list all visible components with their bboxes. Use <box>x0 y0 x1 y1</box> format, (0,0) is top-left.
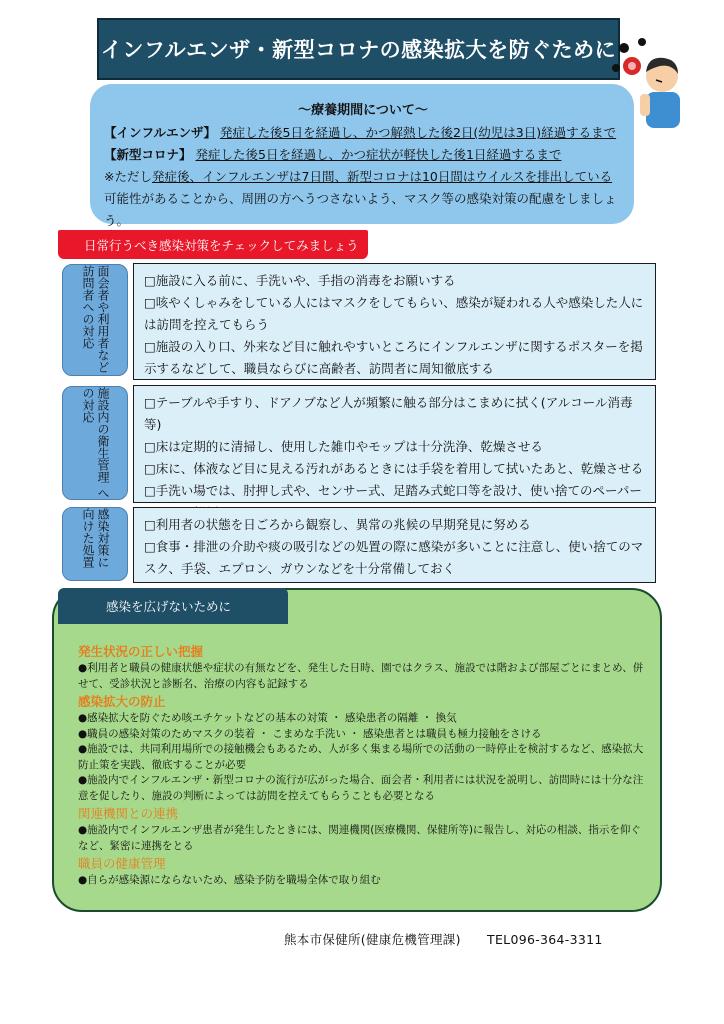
list-item: ●自らが感染源にならないため、感染予防を職場全体で取り組む <box>78 874 381 886</box>
page-title: インフルエンザ・新型コロナの感染拡大を防ぐために <box>97 18 620 80</box>
list-item: ●施設では、共同利用場所での接触機会もあるため、人が多く集まる場所での活動の一時停止を検討するなど、感染拡大防止策を実践、徹底することが必要 <box>78 743 644 771</box>
block-heading: 関連機関との連携 <box>78 806 179 821</box>
block-heading: 職員の健康管理 <box>78 856 166 871</box>
list-item: □テーブルや手すり、ドアノブなど人が頻繁に触る部分はこまめに拭く(アルコール消毒等) <box>144 395 633 432</box>
covid-period-line <box>104 144 622 166</box>
visitor-checklist <box>133 263 656 380</box>
list-item: ●施設内でインフルエンザ・新型コロナの流行が広がった場合、面会者・利用者には状況を説明し、訪問時には十分な注意を促したり、施設の判断によっては訪問を控えてもらうことも必要となる <box>78 774 644 802</box>
footer-contact <box>284 930 644 948</box>
note-underlined: 発症後、インフルエンザは7日間、新型コロナは10日間はウイルスを排出している <box>151 169 613 184</box>
side-label-text: 施設内の衛生管理 への対応 <box>81 387 110 499</box>
list-item: ●施設内でインフルエンザ患者が発生したときには、関連機関(医療機関、保健所等)に報告し、対応の相談、指示を仰ぐなど、緊密に連携をとる <box>78 824 641 852</box>
prevent-spread-body <box>78 642 644 889</box>
flu-label: 【インフルエンザ】 <box>104 125 217 140</box>
recovery-period-panel <box>90 84 634 228</box>
prevent-spread-tab: 感染を広げないために <box>58 588 288 624</box>
measures-checklist <box>133 507 656 583</box>
list-item: □床に、体液など目に見える汚れがあるときには手袋を着用して拭いたあと、乾燥させる <box>144 461 644 476</box>
period-heading: ～療養期間について～ <box>298 103 428 118</box>
footer-tel: TEL096-364-3311 <box>487 932 603 947</box>
footer-org: 熊本市保健所(健康危機管理課) <box>284 932 461 947</box>
covid-text: 発症した後5日を経過し、かつ症状が軽快した後1日経過するまで <box>195 147 562 162</box>
flu-period-line <box>104 122 622 144</box>
side-label-text: 感染対策に 向けた処置 <box>81 508 110 568</box>
section-label-visitors <box>62 264 128 376</box>
list-item: ●職員の感染対策のためマスクの装着 ・ こまめな手洗い ・ 感染患者とは職員も極力接触をさける <box>78 727 542 740</box>
section-label-measures <box>62 507 128 581</box>
list-item: ●利用者と職員の健康状態や症状の有無などを、発生した日時、園ではクラス、施設では階および部屋ごとにまとめ、併せて、受診状況と診断名、治療の内容も記録する <box>78 662 644 690</box>
list-item: ●感染拡大を防ぐため咳エチケットなどの基本の対策 ・ 感染患者の隔離 ・ 換気 <box>78 712 457 724</box>
block-heading: 発生状況の正しい把握 <box>78 644 204 659</box>
note-suffix: 可能性があることから、周囲の方へうつさないよう、マスク等の感染対策の配慮をしましょう。 <box>104 191 617 228</box>
period-note <box>104 166 622 232</box>
list-item: □施設に入る前に、手洗いや、手指の消毒をお願いする <box>144 273 456 288</box>
list-item: □施設の入り口、外来など目に触れやすいところにインフルエンザに関するポスターを掲示するなどして、職員ならびに高齢者、訪問者に周知徹底する <box>144 339 643 376</box>
list-item: □利用者の状態を日ごろから観察し、異常の兆候の早期発見に努める <box>144 517 531 532</box>
note-prefix: ※ただし <box>104 169 152 184</box>
section-label-hygiene <box>62 386 128 500</box>
side-label-text: 面会者や利用者など 訪問者への対応 <box>81 265 110 373</box>
daily-check-banner: 日常行うべき感染対策をチェックしてみましょう <box>58 230 368 259</box>
list-item: □食事・排泄の介助や痰の吸引などの処置の際に感染が多いことに注意し、使い捨てのマスク、手袋、エプロン、ガウンなどを十分常備しておく <box>144 539 644 576</box>
list-item: □手洗い場では、肘押し式や、センサー式、足踏み式蛇口等を設け、使い捨てのペーパー <box>144 483 642 498</box>
hygiene-checklist <box>133 385 656 503</box>
list-item: □床は定期的に清掃し、使用した雑巾やモップは十分洗浄、乾燥させる <box>144 439 543 454</box>
block-heading: 感染拡大の防止 <box>78 694 166 709</box>
flu-text: 発症した後5日を経過し、かつ解熱した後2日(幼児は3日)経過するまで <box>220 125 617 140</box>
covid-label: 【新型コロナ】 <box>104 147 192 162</box>
list-item: □咳やくしゃみをしている人にはマスクをしてもらい、感染が疑われる人や感染した人には訪問を控えてもらう <box>144 295 644 332</box>
